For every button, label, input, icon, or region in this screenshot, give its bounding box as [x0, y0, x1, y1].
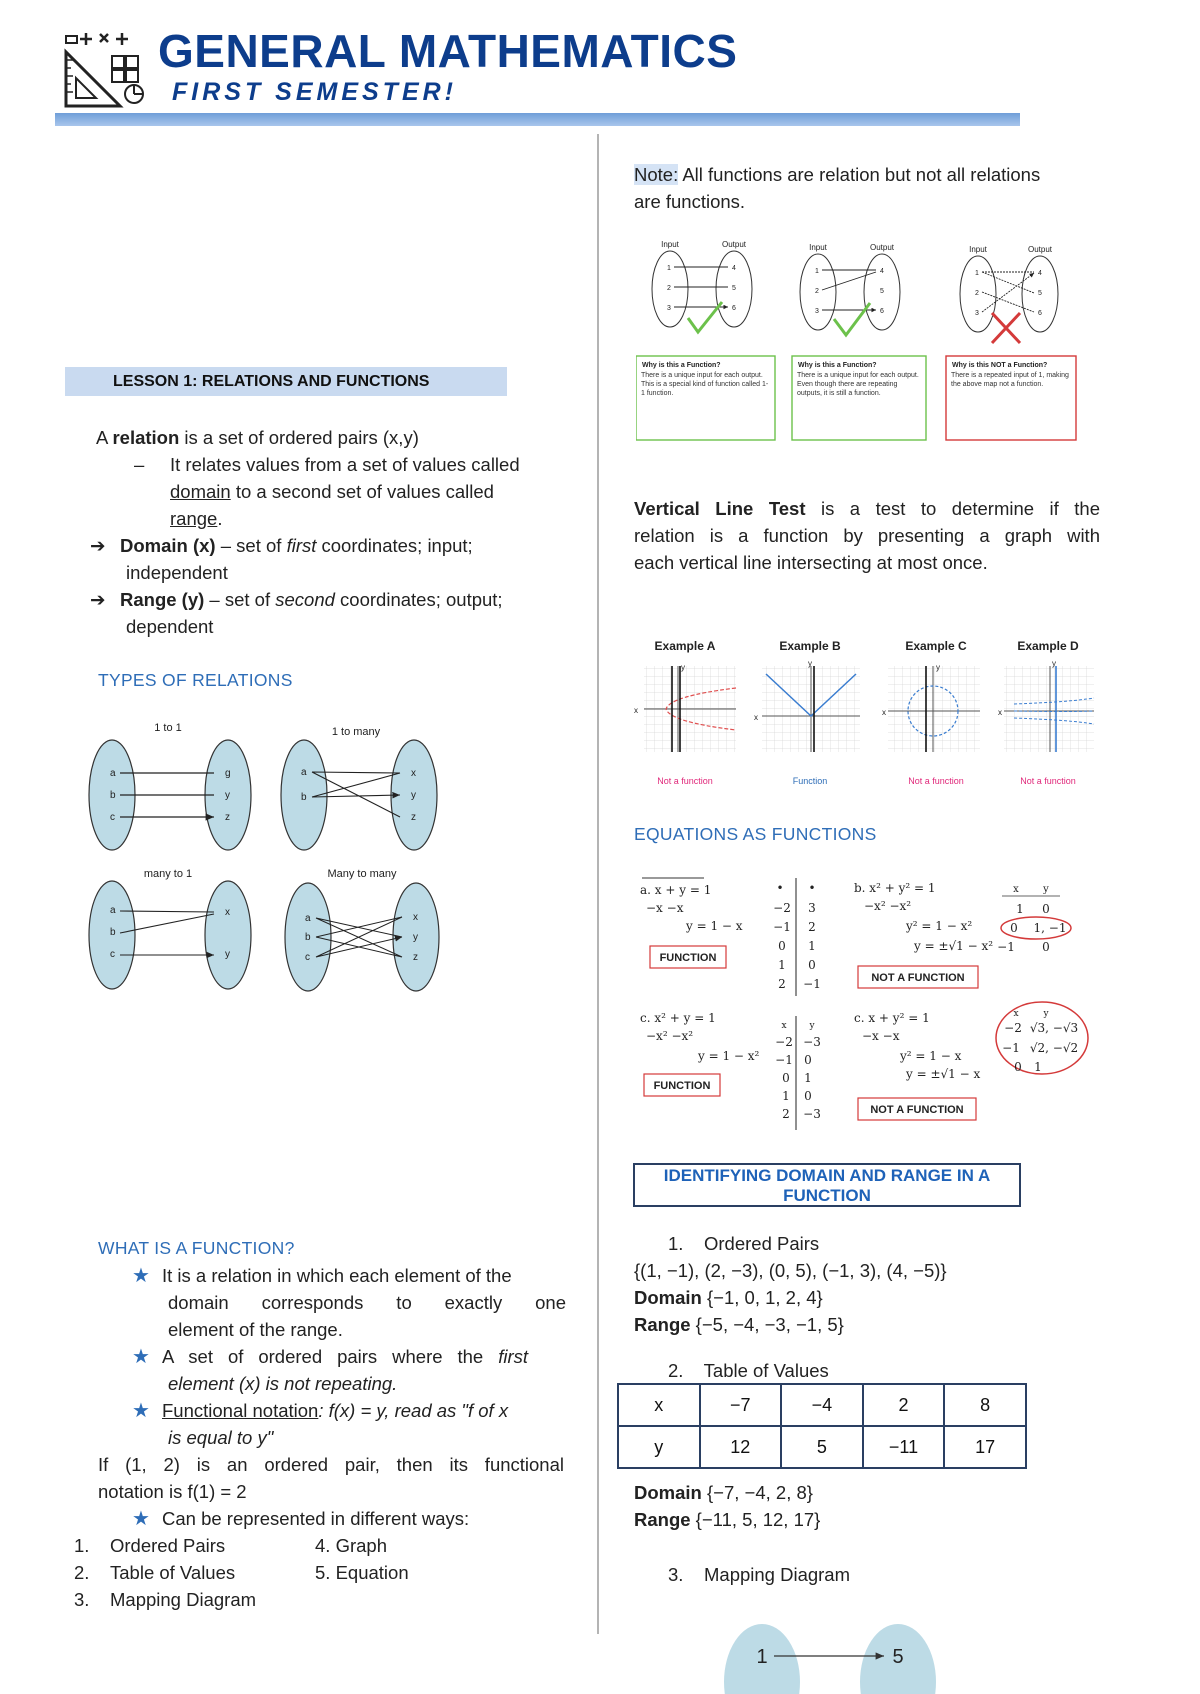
b2-line2: element (x) is not repeating. [168, 1373, 398, 1394]
domain-values: {−7, −4, 2, 8} [701, 1482, 813, 1503]
b3-line1-rest: : f(x) = y, read as "f of x [318, 1400, 509, 1421]
range-values: {−5, −4, −3, −1, 5} [690, 1314, 844, 1335]
example-caption: Not a function [908, 776, 964, 786]
map-left-a: a [110, 905, 116, 916]
dash-line3 [170, 505, 222, 532]
vlt-term: Vertical Line Test [634, 498, 806, 519]
equation-line: −x² −x² [864, 899, 912, 913]
way-item: 5. Equation [315, 1562, 409, 1583]
table-cell: 1, −1 [1033, 921, 1067, 935]
equation-line: y = ±√1 − x [906, 1067, 981, 1081]
table-cell: −1 [773, 920, 791, 934]
star-icon: ★ [132, 1265, 150, 1287]
example-grid [888, 666, 980, 752]
table-cell: −4 [781, 1384, 863, 1426]
table-cell: −1 [803, 977, 821, 991]
vlt-line1-rest: is a test to determine if the [805, 498, 1100, 519]
diagram-value: 1 [975, 270, 979, 277]
diagram-value: 1 [667, 265, 671, 272]
table-of-values [617, 1383, 1027, 1469]
example-a [634, 639, 736, 786]
range-term: range [170, 508, 218, 529]
diagram-value: 1 [815, 268, 819, 275]
diagram-output-label: Output [1027, 245, 1053, 254]
way-item: 4. Graph [315, 1535, 387, 1556]
diagram-value: 6 [880, 308, 884, 315]
dash-bullet: – [134, 454, 145, 475]
map-right-z: z [225, 812, 230, 823]
map-left-a: a [305, 913, 311, 924]
diagram-answer: There is a repeated input of 1, making the above map not a function. [951, 372, 1069, 388]
vlt-line2: relation is a function by presenting a graph with [634, 525, 1100, 546]
example-caption: Not a function [1020, 776, 1076, 786]
map-right-y: y [411, 790, 416, 801]
map-right-x: x [225, 907, 230, 918]
table-row [618, 1384, 1026, 1426]
diagram-arrow [982, 272, 1034, 312]
example-d [998, 639, 1094, 786]
range-line2: dependent [126, 616, 214, 637]
diagram-answer-wrap [951, 371, 1073, 437]
ways-list-right [315, 1532, 515, 1586]
domain-rest-b: coordinates; input; [316, 535, 473, 556]
b4-text: Can be represented in different ways: [162, 1508, 470, 1529]
example-caption: Not a function [657, 776, 713, 786]
table-cell: 2 [782, 1107, 790, 1121]
equation-line: b. x² + y² = 1 [854, 881, 936, 895]
table-cell: 12 [700, 1426, 782, 1468]
dash-line2 [170, 478, 494, 505]
table-cell: −2 [773, 901, 791, 915]
map-right-y: y [225, 790, 230, 801]
table-cell: 0 [804, 1053, 812, 1067]
table-cell: 1 [1034, 1060, 1042, 1074]
not-function-tag: NOT A FUNCTION [871, 972, 965, 984]
equation-line: −x −x [862, 1029, 900, 1043]
map-right-x: x [413, 912, 418, 923]
range-definition [90, 586, 503, 613]
equation-a [640, 878, 821, 996]
ways-list-left [74, 1532, 294, 1613]
types-of-relations-diagram [80, 715, 460, 1005]
domain-bold: Domain (x) [120, 535, 216, 556]
equation-c [640, 1011, 821, 1130]
note-line2: are functions. [634, 191, 746, 212]
map-right-z: z [413, 952, 418, 963]
table-header: x [1013, 884, 1019, 895]
function-mapping-examples [636, 238, 1086, 444]
check-icon [688, 302, 722, 332]
axis-x-label: x [998, 708, 1002, 717]
diagram-value: 6 [732, 305, 736, 312]
table-cell: • [776, 881, 784, 895]
range-label: Range [634, 1314, 691, 1335]
math-logo-icon [64, 30, 148, 110]
if-line2: notation is f(1) = 2 [98, 1481, 247, 1502]
domain-label: Domain [634, 1287, 702, 1308]
table-cell: 1 [778, 958, 786, 972]
function-heading: WHAT IS A FUNCTION? [98, 1238, 295, 1258]
diagram-input-label: Input [969, 245, 987, 254]
range-bold: Range (y) [120, 589, 205, 610]
map-right-x: x [411, 768, 416, 779]
example-caption: Function [792, 776, 828, 786]
table-cell: √2, −√2 [1029, 1041, 1079, 1055]
domain-definition [90, 532, 473, 559]
note-rest: All functions are relation but not all relations [678, 164, 1041, 185]
relation-post: is a set of ordered pairs (x,y) [179, 427, 419, 448]
b1-line2: domain corresponds to exactly one [168, 1292, 566, 1313]
table-cell: 2 [778, 977, 786, 991]
table-header: x [1013, 1009, 1019, 1019]
table-header: y [1043, 1009, 1049, 1019]
ordered-pairs-title: 1. Ordered Pairs [668, 1233, 820, 1254]
b1-line1: It is a relation in which each element of the [162, 1265, 512, 1286]
map-left-c: c [305, 952, 310, 963]
table-cell: • [808, 881, 816, 895]
map-left-a: a [110, 768, 116, 779]
diagram-question: Why is this a Function? [642, 362, 721, 369]
mapping-diagram-example [720, 1620, 940, 1694]
b1-line3: element of the range. [168, 1319, 343, 1340]
function-bullet-4 [132, 1505, 469, 1533]
vlt-line3: each vertical line intersecting at most once. [634, 552, 988, 573]
table-cell: −3 [803, 1035, 821, 1049]
way-number: 2. [74, 1562, 90, 1583]
range-rest-a: – set of [204, 589, 276, 610]
diagram-answer-wrap [797, 371, 923, 437]
highlight-circle [996, 1002, 1088, 1074]
example-title: Example A [654, 639, 716, 653]
equation-line: −x² −x² [646, 1029, 694, 1043]
function-bullet-2 [132, 1343, 528, 1371]
diagram-answer-wrap [641, 371, 771, 437]
diagram-input-label: Input [661, 240, 679, 249]
mapping-diagram-3 [946, 245, 1076, 440]
equation-line: y² = 1 − x² [906, 919, 973, 933]
table-cell: 5 [781, 1426, 863, 1468]
map-left-b: b [110, 927, 116, 938]
ordered-pairs-set: {(1, −1), (2, −3), (0, 5), (−1, 3), (4, −5)} [634, 1260, 947, 1281]
function-tag: FUNCTION [653, 1080, 711, 1092]
star-icon: ★ [132, 1346, 150, 1368]
equation-line: a. x + y = 1 [640, 883, 712, 897]
ordered-pairs-domain [634, 1284, 823, 1311]
axis-y-label: y [1052, 659, 1056, 668]
column-divider [597, 134, 599, 1634]
diagram-question: Why is this a Function? [798, 362, 877, 369]
example-title: Example D [1017, 639, 1079, 653]
diagram-value: 4 [732, 265, 736, 272]
lesson-banner: LESSON 1: RELATIONS AND FUNCTIONS [65, 367, 507, 396]
equations-worked-examples [636, 868, 1096, 1136]
table-cell: −1 [775, 1053, 793, 1067]
diagram-value: 5 [732, 285, 736, 292]
b2-line1-a: A set of ordered pairs where the [162, 1346, 499, 1367]
table-cell: −3 [803, 1107, 821, 1121]
diagram-value: 2 [975, 290, 979, 297]
cross-icon [992, 313, 1020, 343]
b2-line1-italic: first [498, 1346, 528, 1367]
note-line1 [634, 161, 1040, 188]
ordered-pairs-range [634, 1311, 844, 1338]
map-left-b: b [305, 932, 311, 943]
domain-line2: independent [126, 562, 228, 583]
document-title: GENERAL MATHEMATICS [158, 25, 738, 77]
mapping-diagram-2 [792, 243, 926, 440]
table-cell: 17 [944, 1426, 1026, 1468]
way-label: Mapping Diagram [110, 1589, 257, 1610]
note-label: Note: [634, 164, 679, 185]
map-left-b: b [301, 792, 307, 803]
mapping-input: 1 [756, 1646, 768, 1668]
relation-pre: A [96, 427, 113, 448]
vertical-line-examples [630, 636, 1100, 791]
map-right-y: y [413, 932, 418, 943]
diagram-output-label: Output [869, 243, 895, 252]
table-row [618, 1426, 1026, 1468]
map-left-a: a [301, 767, 307, 778]
equations-heading: EQUATIONS AS FUNCTIONS [634, 824, 877, 844]
domain-rest-a: – set of [215, 535, 287, 556]
table-cell: x [618, 1384, 700, 1426]
range-values: {−11, 5, 12, 17} [690, 1509, 821, 1530]
axis-y-label: y [808, 659, 812, 668]
table-cell: 0 [1042, 940, 1050, 954]
table-cell: 0 [1042, 902, 1050, 916]
map-right-y: y [225, 949, 230, 960]
diagram-value: 3 [815, 308, 819, 315]
diagram-value: 6 [1038, 310, 1042, 317]
table-cell: 0 [808, 958, 816, 972]
domain-range-banner: IDENTIFYING DOMAIN AND RANGE IN A FUNCTION [633, 1163, 1021, 1207]
table-cell: 0 [804, 1089, 812, 1103]
equation-line: c. x + y² = 1 [854, 1011, 930, 1025]
example-title: Example B [779, 639, 841, 653]
b3-line2: is equal to y" [168, 1427, 274, 1448]
dash-line1: It relates values from a set of values called [170, 454, 520, 475]
table-cell: x [781, 1021, 787, 1031]
many-to-many-label: Many to many [327, 868, 397, 880]
range-label: Range [634, 1509, 691, 1530]
mapping-diagram-1 [636, 240, 775, 440]
table-cell: −2 [775, 1035, 793, 1049]
relation-line [96, 424, 419, 451]
diagram-value: 5 [1038, 290, 1042, 297]
table-cell: 0 [1014, 1060, 1022, 1074]
way-number: 1. [74, 1535, 90, 1556]
way-item [74, 1586, 294, 1613]
check-icon [834, 303, 870, 335]
table-cell: −1 [1002, 1041, 1020, 1055]
table-range [634, 1506, 820, 1533]
function-tag: FUNCTION [659, 952, 717, 964]
domain-term: domain [170, 481, 231, 502]
functional-notation-term: Functional notation [162, 1400, 319, 1421]
way-number: 3. [74, 1589, 90, 1610]
domain-label: Domain [634, 1482, 702, 1503]
table-cell: 0 [782, 1071, 790, 1085]
diagram-answer: There is a unique input for each output. This is a special kind of function called 1-1 function. [641, 372, 769, 397]
table-cell: −2 [1004, 1021, 1022, 1035]
document-subtitle: FIRST SEMESTER! [172, 78, 458, 106]
axis-y-label: y [936, 663, 940, 672]
table-cell: 1 [808, 939, 816, 953]
way-item [74, 1532, 294, 1559]
function-bullet-3 [132, 1397, 508, 1425]
way-item [74, 1559, 294, 1586]
table-cell: √3, −√3 [1029, 1021, 1079, 1035]
table-cell: 2 [863, 1384, 945, 1426]
diagram-question: Why is this NOT a Function? [952, 362, 1048, 369]
example-title: Example C [905, 639, 967, 653]
table-cell: 3 [808, 901, 816, 915]
equation-b [854, 881, 1071, 988]
map-right-g: g [225, 768, 231, 779]
axis-x-label: x [634, 706, 638, 715]
diagram-value: 5 [880, 288, 884, 295]
table-of-values-title: 2. Table of Values [668, 1360, 829, 1381]
domain-first: first [286, 535, 317, 556]
diagram-value: 4 [1038, 270, 1042, 277]
axis-y-label: y [681, 663, 685, 672]
table-cell: 0 [1010, 921, 1018, 935]
equation-line: y = ±√1 − x² [914, 939, 994, 953]
many-to-one-label: many to 1 [143, 868, 193, 880]
if-line1: If (1, 2) is an ordered pair, then its functional [98, 1454, 564, 1475]
star-icon: ★ [132, 1400, 150, 1422]
one-to-many-label: 1 to many [331, 726, 381, 738]
table-cell: −11 [863, 1426, 945, 1468]
table-domain [634, 1479, 813, 1506]
map-left-c: c [110, 949, 115, 960]
map-left-b: b [110, 790, 116, 801]
example-b [754, 639, 860, 786]
way-label: Ordered Pairs [110, 1535, 226, 1556]
diagram-value: 2 [667, 285, 671, 292]
table-cell: 1 [804, 1071, 812, 1085]
equation-line: y = 1 − x² [698, 1049, 760, 1063]
mapping-output: 5 [892, 1646, 904, 1668]
diagram-value: 3 [667, 305, 671, 312]
diagram-value: 4 [880, 268, 884, 275]
relation-term: relation [112, 427, 180, 448]
table-cell: 0 [778, 939, 786, 953]
equation-line: c. x² + y = 1 [640, 1011, 716, 1025]
table-cell: 2 [808, 920, 816, 934]
equation-d [854, 1002, 1088, 1120]
example-c [882, 639, 980, 786]
ellipse-right-manyto1 [205, 881, 251, 989]
arrow-right-icon: ➔ [90, 589, 106, 610]
range-rest-b: coordinates; output; [334, 589, 503, 610]
header-divider [55, 113, 1020, 126]
table-cell: y [809, 1021, 815, 1031]
arrow-right-icon: ➔ [90, 535, 106, 556]
map-right-z: z [411, 812, 416, 823]
diagram-value: 3 [975, 310, 979, 317]
example-grid [1004, 666, 1094, 752]
not-function-tag: NOT A FUNCTION [870, 1104, 964, 1116]
diagram-answer: There is a unique input for each output. Even though there are repeating outputs, it is still a function. [797, 372, 919, 397]
equation-line: y² = 1 − x [900, 1049, 962, 1063]
star-icon: ★ [132, 1508, 150, 1530]
range-second: second [275, 589, 335, 610]
diagram-arrow [674, 267, 728, 307]
diagram-input-label: Input [809, 243, 827, 252]
dash-period: . [217, 508, 223, 529]
table-cell: −1 [997, 940, 1015, 954]
dash-line2-post: to a second set of values called [230, 481, 494, 502]
equation-line: −x −x [646, 901, 684, 915]
equation-line: y = 1 − x [686, 919, 743, 933]
table-cell: y [618, 1426, 700, 1468]
domain-values: {−1, 0, 1, 2, 4} [701, 1287, 823, 1308]
table-cell: −7 [700, 1384, 782, 1426]
diagram-value: 2 [815, 288, 819, 295]
table-cell: 8 [944, 1384, 1026, 1426]
axis-x-label: x [754, 713, 758, 722]
types-heading: TYPES OF RELATIONS [98, 670, 293, 690]
axis-x-label: x [882, 708, 886, 717]
table-header: y [1043, 884, 1049, 895]
mapping-diagram-title: 3. Mapping Diagram [668, 1564, 851, 1585]
table-cell: 1 [782, 1089, 790, 1103]
one-to-one-label: 1 to 1 [154, 722, 182, 734]
way-label: Table of Values [110, 1562, 236, 1583]
function-bullet-1 [132, 1262, 512, 1290]
b2-line1 [162, 1343, 528, 1370]
diagram-output-label: Output [721, 240, 747, 249]
vlt-line1 [634, 495, 1100, 522]
map-left-c: c [110, 812, 115, 823]
table-cell: 1 [1016, 902, 1024, 916]
